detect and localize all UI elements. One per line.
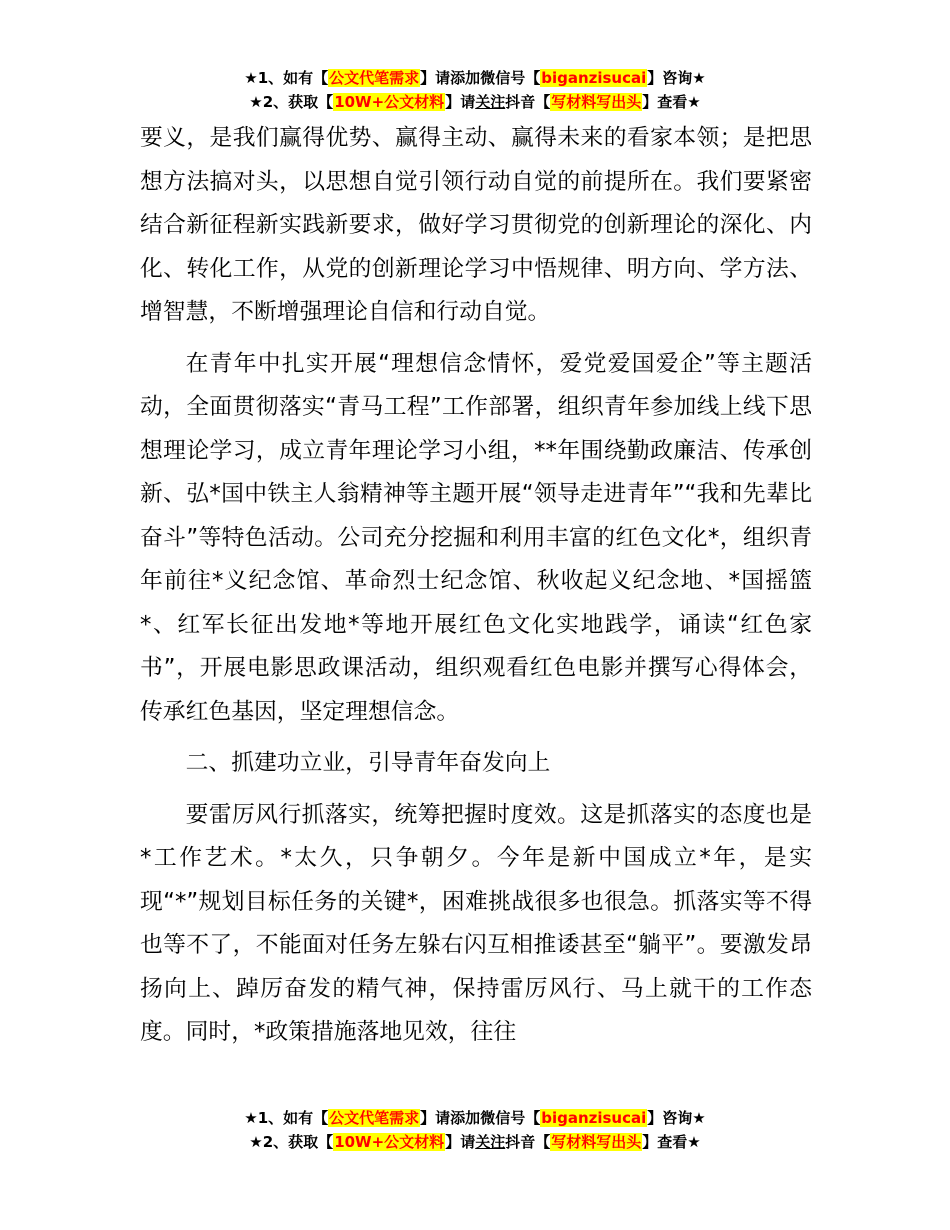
banner-underlined-text: 关注 [475, 93, 506, 111]
banner-highlight: 写材料写出头 [551, 93, 642, 111]
banner-highlight: 公文代笔需求 [329, 69, 420, 87]
banner-text: 】查看★ [642, 1133, 701, 1151]
banner-text: ★1、如有【 [244, 69, 329, 87]
banner-text: ★2、获取【 [249, 1133, 334, 1151]
banner-text: 微信号【 [480, 1109, 541, 1127]
footer-banner [0, 1106, 950, 1154]
banner-underlined-text: 关注 [475, 1133, 506, 1151]
banner-highlight: 10W+公文材料 [334, 93, 445, 111]
banner-text: 微信号【 [480, 69, 541, 87]
banner-text: 抖音【 [505, 93, 551, 111]
banner-line-1 [0, 1106, 950, 1130]
banner-highlight: 写材料写出头 [551, 1133, 642, 1151]
banner-text: 】请添加 [420, 1109, 481, 1127]
document-body [140, 117, 812, 1055]
banner-text: 抖音【 [505, 1133, 551, 1151]
banner-text: 】咨询★ [647, 69, 706, 87]
section-heading: 二、抓建功立业，引导青年奋发向上 [185, 750, 551, 776]
banner-text: 】请 [445, 1133, 476, 1151]
banner-text: ★1、如有【 [244, 1109, 329, 1127]
banner-highlight: biganzisucai [541, 1109, 647, 1127]
banner-line-1 [0, 66, 950, 90]
banner-text: ★2、获取【 [249, 93, 334, 111]
paragraph-3: 要雷厉风行抓落实，统筹把握时度效。这是抓落实的态度也是*工作艺术。*太久，只争朝夕。今年是新中国成立*年，是实现“*”规划目标任务的关键*，困难挑战很多也很急。抓落实等不得也等不了，不能面对任务左躲右闪互相推诿甚至“躺平”。要激发昂扬向上、踔厉奋发的精气神，保持雷厉风行、马上就干的工作态度。同时，*政策措施落地见效，往往 [140, 801, 812, 1045]
banner-text: 】查看★ [642, 93, 701, 111]
banner-highlight: biganzisucai [541, 69, 647, 87]
banner-highlight: 公文代笔需求 [329, 1109, 420, 1127]
banner-text: 】请添加 [420, 69, 481, 87]
banner-text: 】请 [445, 93, 476, 111]
paragraph-1: 要义，是我们赢得优势、赢得主动、赢得未来的看家本领；是把思想方法搞对头，以思想自觉引领行动自觉的前提所在。我们要紧密结合新征程新实践新要求，做好学习贯彻党的创新理论的深化、内化、转化工作，从党的创新理论学习中悟规律、明方向、学方法、增智慧，不断增强理论自信和行动自觉。 [140, 125, 812, 325]
banner-text: 】咨询★ [647, 1109, 706, 1127]
banner-highlight: 10W+公文材料 [334, 1133, 445, 1151]
paragraph-2: 在青年中扎实开展“理想信念情怀，爱党爱国爱企”等主题活动，全面贯彻落实“青马工程”工作部署，组织青年参加线上线下思想理论学习，成立青年理论学习小组，**年围绕勤政廉洁、传承创新、弘*国中铁主人翁精神等主题开展“领导走进青年”“我和先辈比奋斗”等特色活动。公司充分挖掘和利用丰富的红色文化*，组织青年前往*义纪念馆、革命烈士纪念馆、秋收起义纪念地、*国摇篮*、红军长征出发地*等地开展红色文化实地践学，诵读“红色家书”，开展电影思政课活动，组织观看红色电影并撰写心得体会，传承红色基因，坚定理想信念。 [140, 350, 812, 725]
banner-line-2 [0, 1130, 950, 1154]
banner-line-2 [0, 90, 950, 114]
header-banner [0, 66, 950, 114]
